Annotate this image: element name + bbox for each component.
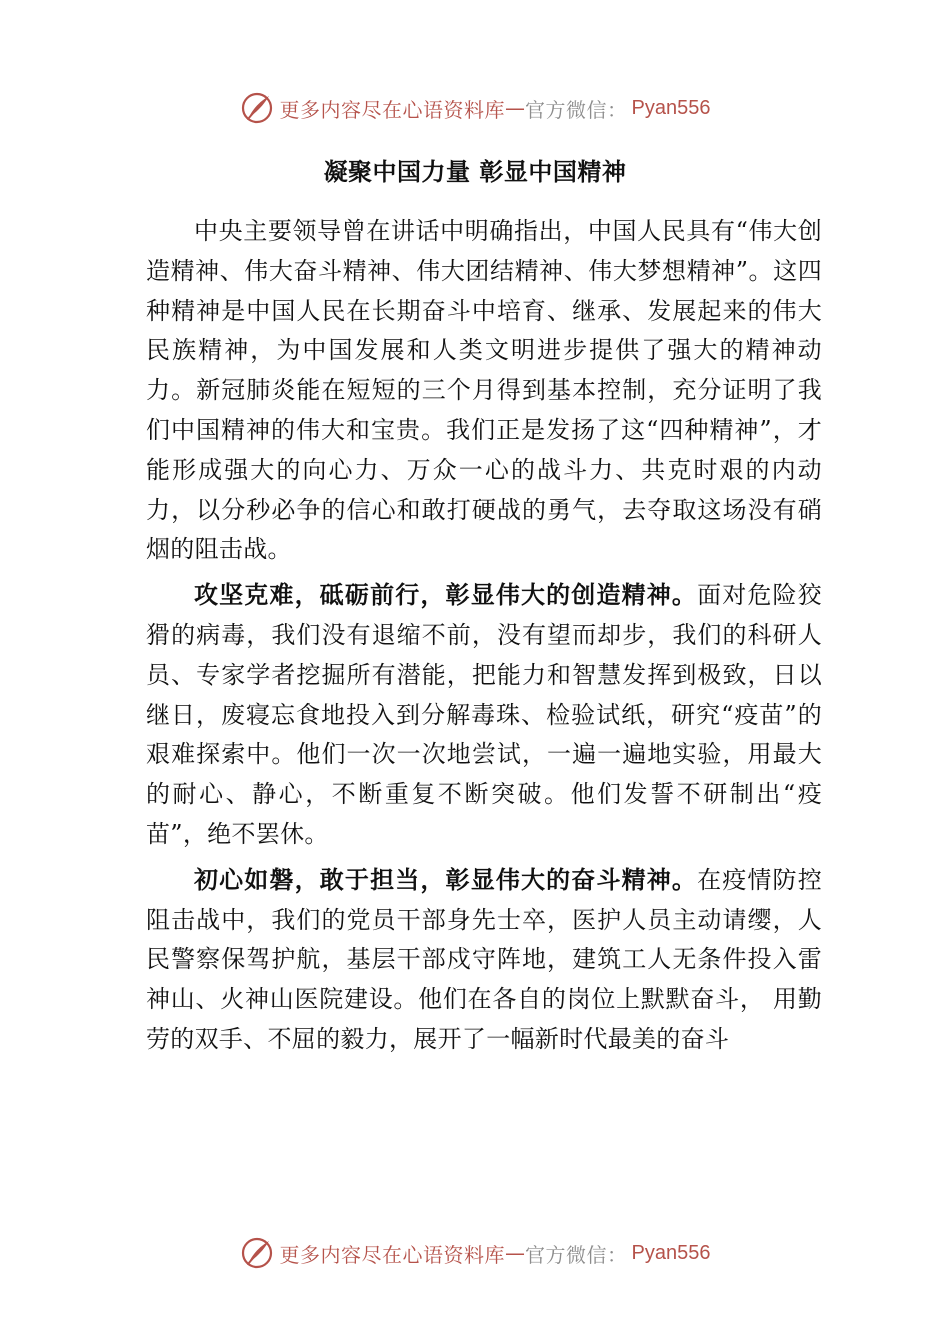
document-body	[146, 212, 822, 1060]
paragraph-lead: 初心如磐，敢于担当，彰显伟大的奋斗精神。	[194, 865, 698, 894]
header-watermark	[0, 88, 950, 128]
watermark-wechat-label: 官方微信：	[525, 1242, 628, 1267]
watermark-wechat-id: Pyan556	[631, 1241, 711, 1264]
watermark-text: 更多内容尽在心语资料库	[279, 97, 506, 122]
watermark-dash: —	[505, 1241, 526, 1265]
paragraph-text: 在疫情防控阻击战中，我们的党员干部身先士卒，医护人员主动请缨，人民警察保驾护航，基层干部戍守阵地，建筑工人无条件投入雷神山、火神山医院建设。他们在各自的岗位上默默奋斗， 用勤劳的双手、不屈的毅力，展开了一幅新时代最美的奋斗	[146, 865, 823, 1053]
paragraph-creation-spirit	[146, 576, 822, 855]
paragraph-intro	[146, 212, 822, 570]
watermark-dash: —	[505, 96, 526, 120]
paragraph-lead: 攻坚克难，砥砺前行，彰显伟大的创造精神。	[194, 581, 698, 610]
quill-logo-icon	[240, 91, 274, 125]
watermark-text: 更多内容尽在心语资料库	[279, 1242, 506, 1267]
watermark-wechat-id: Pyan556	[631, 96, 711, 119]
footer-watermark	[0, 1233, 950, 1273]
quill-logo-icon	[240, 1236, 274, 1270]
watermark-wechat-label: 官方微信：	[525, 97, 628, 122]
paragraph-text: 中央主要领导曾在讲话中明确指出，中国人民具有“伟大创造精神、伟大奋斗精神、伟大团结精神、伟大梦想精神”。这四种精神是中国人民在长期奋斗中培育、继承、发展起来的伟大民族精神，为中国发展和人类文明进步提供了强大的精神动力。新冠肺炎能在短短的三个月得到基本控制，充分证明了我们中国精神的伟大和宝贵。我们正是发扬了这“四种精神”，才能形成强大的向心力、万众一心的战斗力、共克时艰的内动力，以分秒必争的信心和敢打硬战的勇气，去夺取这场没有硝烟的阻击战。	[146, 217, 822, 564]
page-title: 凝聚中国力量 彰显中国精神	[323, 158, 627, 186]
paragraph-text: 面对危险狡猾的病毒，我们没有退缩不前，没有望而却步，我们的科研人员、专家学者挖掘所有潜能，把能力和智慧发挥到极致，日以继日，废寝忘食地投入到分解毒珠、检验试纸，研究“疫苗”的艰难探索中。他们一次一次地尝试，一遍一遍地实验，用最大的耐心、静心，不断重复不断突破。他们发誓不研制出“疫苗”，绝不罢休。	[146, 581, 823, 848]
paragraph-struggle-spirit	[146, 861, 822, 1060]
